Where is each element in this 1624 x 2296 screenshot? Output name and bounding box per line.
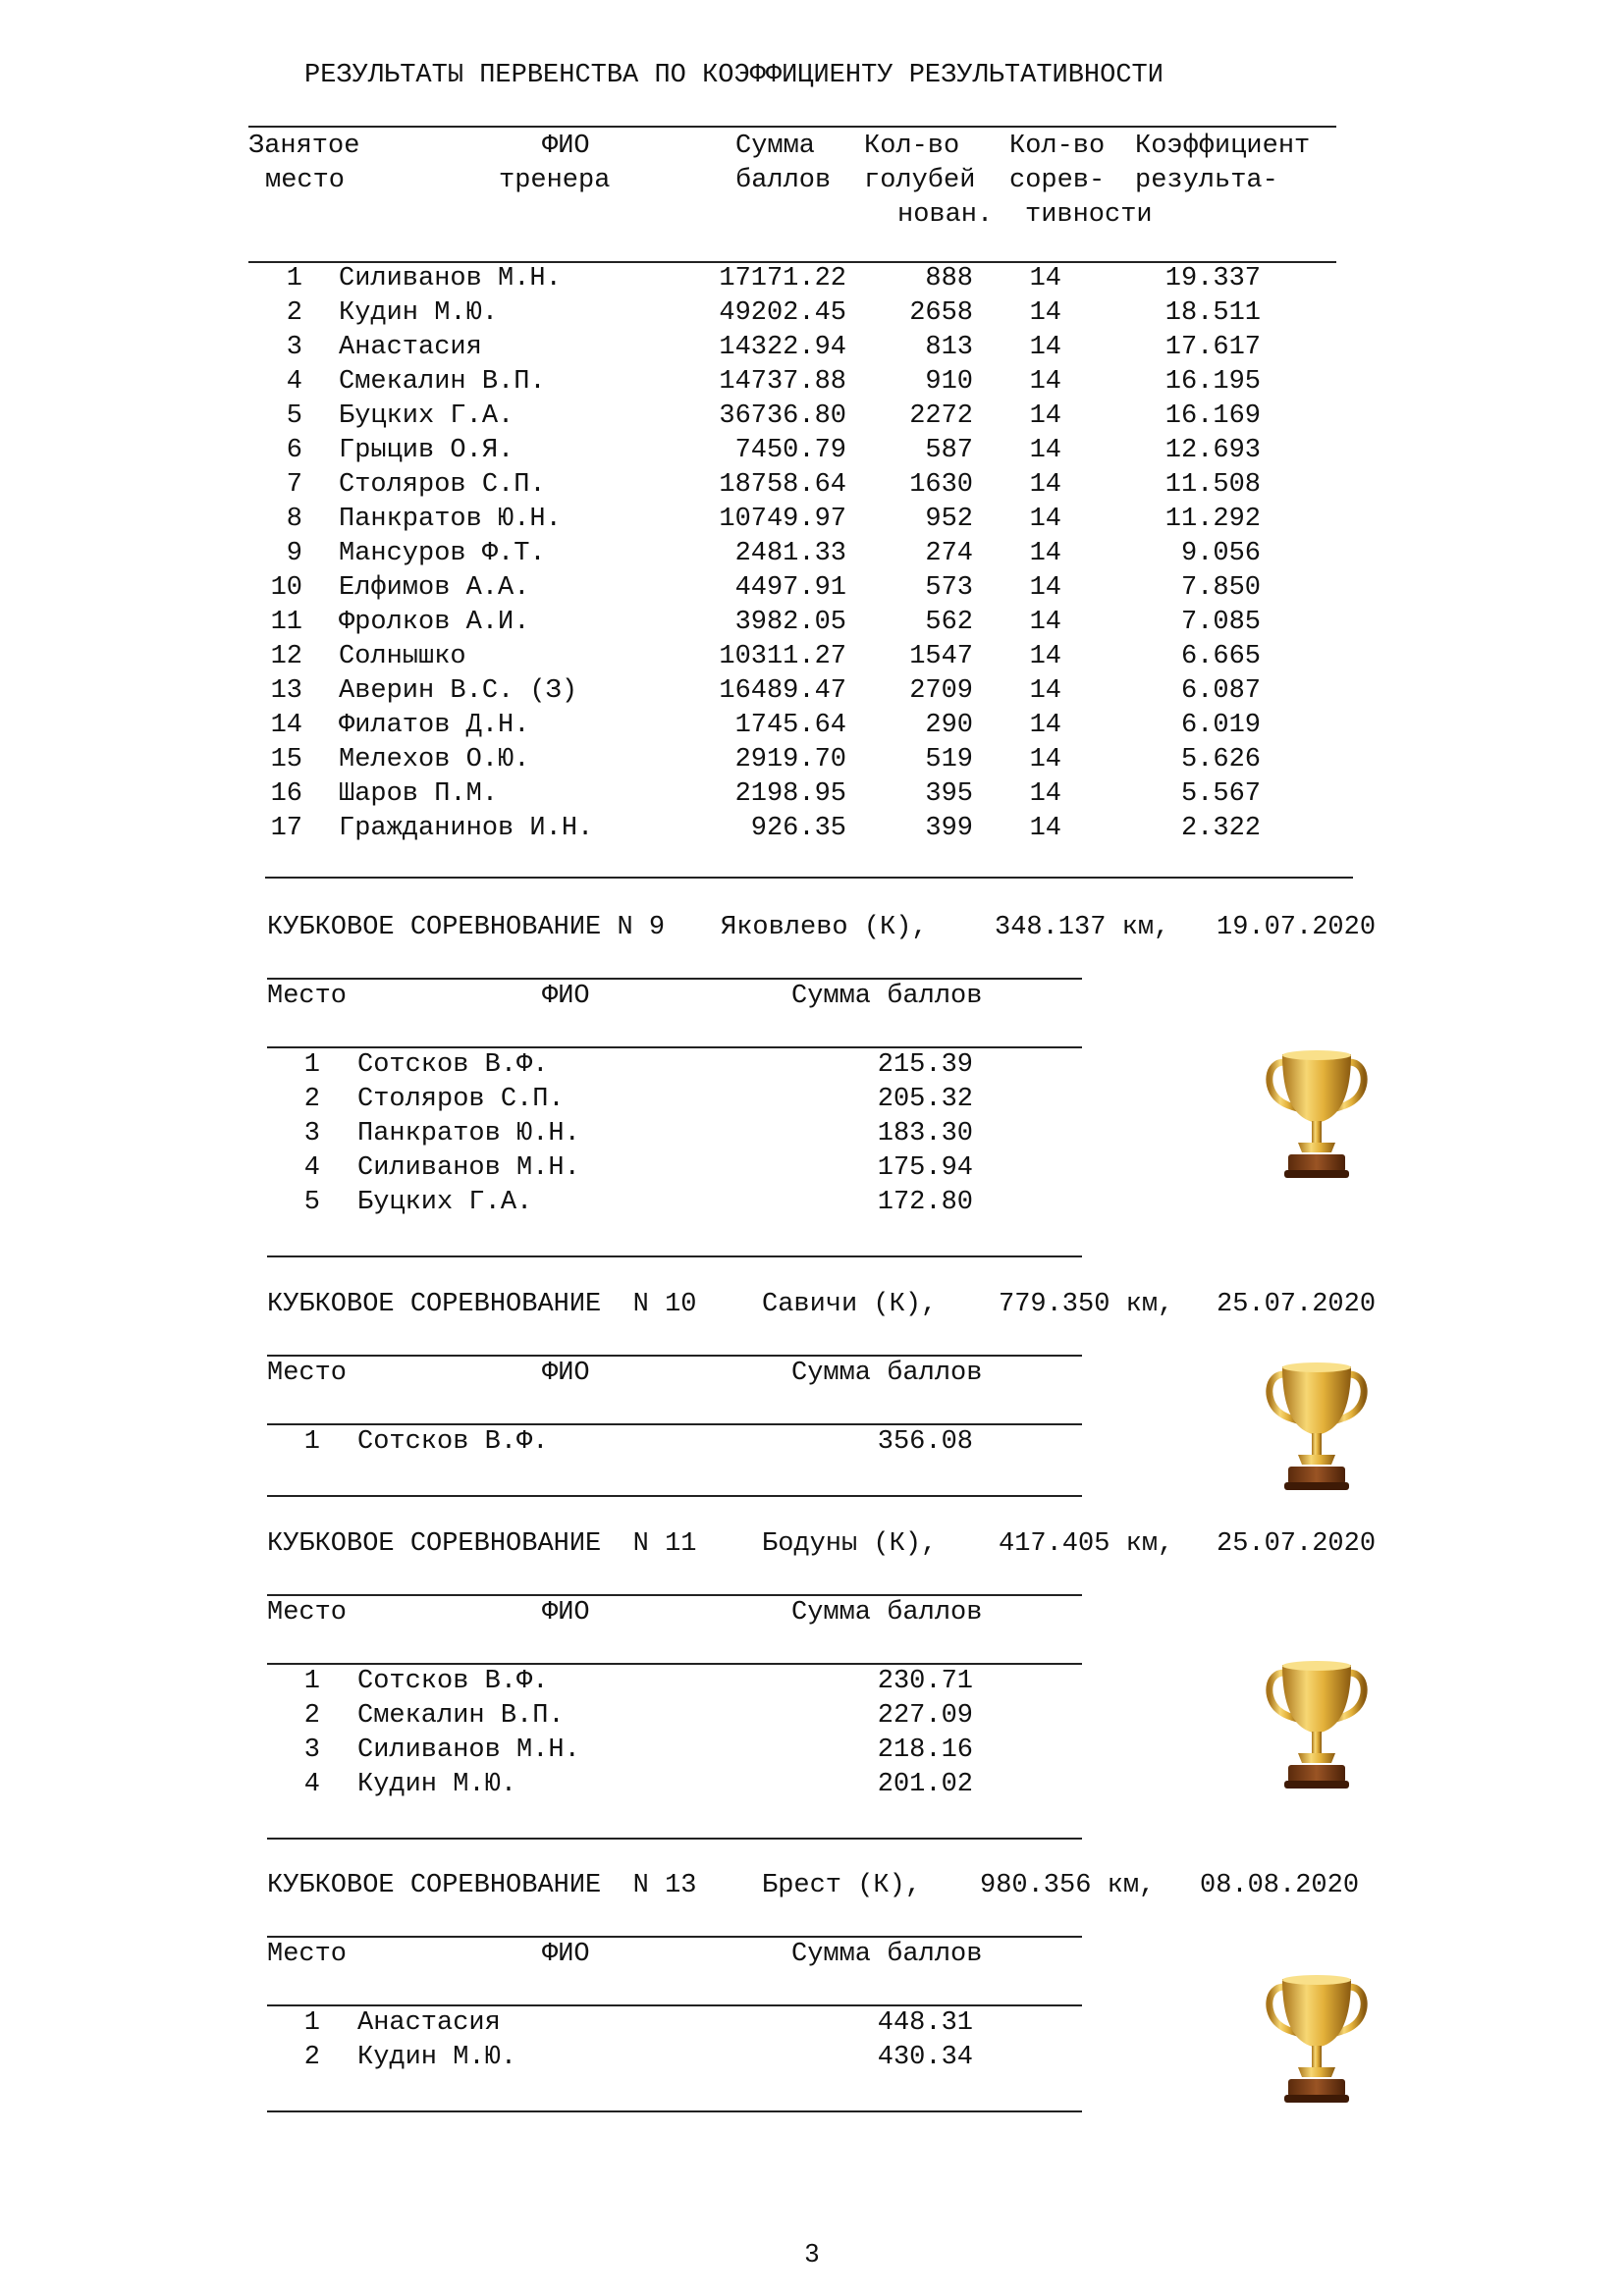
trophy-icon: [1263, 1659, 1371, 1792]
row-pigeons: 573: [925, 573, 973, 603]
row-sum: 926.35: [750, 814, 846, 843]
page-title: РЕЗУЛЬТАТЫ ПЕРВЕНСТВА ПО КОЭФФИЦИЕНТУ РЕЗУЛЬТАТИВНОСТИ: [304, 61, 1164, 90]
row-name: Кудин М.Ю.: [339, 298, 499, 328]
row-comps: 14: [1029, 779, 1061, 809]
cup-row-name: Сотсков В.Ф.: [357, 1667, 549, 1696]
row-place: 17: [270, 814, 302, 843]
cup-bottom-rule: [267, 2110, 1082, 2112]
trophy-icon: [1263, 1361, 1371, 1494]
cup-header-place: Место: [267, 982, 348, 1011]
header-coef-line2: результа-: [1135, 166, 1278, 195]
cup-row-name: Силиванов М.Н.: [357, 1153, 580, 1183]
cup-row: [0, 2006, 1624, 2041]
row-comps: 14: [1029, 333, 1061, 362]
table-row: [0, 365, 1624, 400]
cup-row-place: 2: [303, 1701, 320, 1731]
row-sum: 16489.47: [719, 676, 846, 706]
row-comps: 14: [1029, 608, 1061, 637]
row-comps: 14: [1029, 436, 1061, 465]
row-pigeons: 562: [925, 608, 973, 637]
row-place: 15: [270, 745, 302, 774]
row-pigeons: 888: [925, 264, 973, 294]
cup-header-place: Место: [267, 1940, 348, 1969]
row-place: 10: [270, 573, 302, 603]
row-sum: 10749.97: [719, 505, 846, 534]
row-coef: 7.850: [1180, 573, 1261, 603]
header-place-line2: место: [265, 166, 346, 195]
cup-location: Яковлево (К),: [721, 913, 928, 942]
table-row: [0, 296, 1624, 331]
table-bottom-rule: [265, 877, 1353, 879]
cup-row-sum: 175.94: [877, 1153, 973, 1183]
row-name: Грыцив О.Я.: [339, 436, 514, 465]
cup-location: Бодуны (К),: [762, 1529, 938, 1559]
cup-heading: КУБКОВОЕ СОРЕВНОВАНИЕ N 9: [267, 913, 666, 942]
row-pigeons: 1547: [909, 642, 973, 671]
row-comps: 14: [1029, 264, 1061, 294]
header-coef-line1: Коэффициент: [1135, 132, 1311, 161]
cup-row-place: 2: [303, 2043, 320, 2072]
row-sum: 49202.45: [719, 298, 846, 328]
row-pigeons: 274: [925, 539, 973, 568]
cup-date: 08.08.2020: [1200, 1871, 1360, 1900]
cup-row-place: 1: [303, 1667, 320, 1696]
row-name: Буцких Г.А.: [339, 401, 514, 431]
cup-row-name: Кудин М.Ю.: [357, 1770, 517, 1799]
row-coef: 5.626: [1180, 745, 1261, 774]
row-place: 2: [286, 298, 302, 328]
cup-row-place: 5: [303, 1188, 320, 1217]
header-place-line1: Занятое: [248, 132, 360, 161]
cup-bottom-rule: [267, 1255, 1082, 1257]
row-name: Анастасия: [339, 333, 482, 362]
row-name: Силиванов М.Н.: [339, 264, 562, 294]
header-pigeons-line1: Кол-во: [864, 132, 960, 161]
row-name: Фролков А.И.: [339, 608, 530, 637]
row-sum: 17171.22: [719, 264, 846, 294]
row-name: Елфимов А.А.: [339, 573, 530, 603]
row-pigeons: 910: [925, 367, 973, 397]
row-sum: 14737.88: [719, 367, 846, 397]
cup-distance: 980.356 км,: [980, 1871, 1156, 1900]
cup-row-name: Столяров С.П.: [357, 1085, 565, 1114]
row-sum: 36736.80: [719, 401, 846, 431]
row-sum: 4497.91: [734, 573, 846, 603]
row-name: Солнышко: [339, 642, 466, 671]
row-comps: 14: [1029, 505, 1061, 534]
cup-row-sum: 183.30: [877, 1119, 973, 1148]
row-coef: 9.056: [1180, 539, 1261, 568]
row-pigeons: 813: [925, 333, 973, 362]
cup-row-name: Панкратов Ю.Н.: [357, 1119, 580, 1148]
row-name: Филатов Д.Н.: [339, 711, 530, 740]
table-row: [0, 434, 1624, 468]
table-row: [0, 262, 1624, 296]
table-row: [0, 571, 1624, 606]
table-row: [0, 503, 1624, 537]
table-row: [0, 743, 1624, 777]
cup-row: [0, 1186, 1624, 1220]
cup-header-sum: Сумма баллов: [791, 982, 983, 1011]
row-coef: 11.508: [1164, 470, 1261, 500]
row-pigeons: 1630: [909, 470, 973, 500]
row-comps: 14: [1029, 539, 1061, 568]
cup-header-name: ФИО: [542, 1359, 590, 1388]
cup-row-place: 4: [303, 1153, 320, 1183]
cup-header-sum: Сумма баллов: [791, 1598, 983, 1628]
row-coef: 6.087: [1180, 676, 1261, 706]
cup-row: [0, 1734, 1624, 1768]
row-sum: 2481.33: [734, 539, 846, 568]
header-name-line2: тренера: [499, 166, 611, 195]
cup-bottom-rule: [267, 1838, 1082, 1840]
row-pigeons: 587: [925, 436, 973, 465]
trophy-icon: [1263, 1973, 1371, 2107]
header-comps-line2: сорев-: [1009, 166, 1106, 195]
row-name: Аверин В.С. (З): [339, 676, 578, 706]
cup-row-sum: 218.16: [877, 1735, 973, 1765]
row-name: Панкратов Ю.Н.: [339, 505, 562, 534]
row-sum: 1745.64: [734, 711, 846, 740]
row-sum: 10311.27: [719, 642, 846, 671]
cup-row: [0, 1768, 1624, 1802]
cup-distance: 779.350 км,: [999, 1290, 1174, 1319]
row-name: Мансуров Ф.Т.: [339, 539, 546, 568]
cup-header-place: Место: [267, 1598, 348, 1628]
cup-row-name: Кудин М.Ю.: [357, 2043, 517, 2072]
row-sum: 3982.05: [734, 608, 846, 637]
cup-row: [0, 1665, 1624, 1699]
row-comps: 14: [1029, 298, 1061, 328]
row-name: Смекалин В.П.: [339, 367, 546, 397]
row-pigeons: 952: [925, 505, 973, 534]
row-sum: 2919.70: [734, 745, 846, 774]
row-place: 9: [286, 539, 302, 568]
cup-location: Савичи (К),: [762, 1290, 938, 1319]
row-name: Мелехов О.Ю.: [339, 745, 530, 774]
cup-row-place: 3: [303, 1735, 320, 1765]
cup-row-sum: 430.34: [877, 2043, 973, 2072]
cup-row: [0, 1083, 1624, 1117]
row-name: Гражданинов И.Н.: [339, 814, 594, 843]
table-row: [0, 812, 1624, 846]
row-comps: 14: [1029, 745, 1061, 774]
cup-header-name: ФИО: [542, 1598, 590, 1628]
cup-row-place: 4: [303, 1770, 320, 1799]
cup-header-sum: Сумма баллов: [791, 1940, 983, 1969]
cup-location: Брест (К),: [762, 1871, 922, 1900]
cup-date: 25.07.2020: [1217, 1529, 1377, 1559]
row-comps: 14: [1029, 642, 1061, 671]
table-row: [0, 400, 1624, 434]
row-pigeons: 2272: [909, 401, 973, 431]
page-number: 3: [804, 2238, 820, 2268]
cup-row-sum: 230.71: [877, 1667, 973, 1696]
cup-heading: КУБКОВОЕ СОРЕВНОВАНИЕ N 11: [267, 1529, 697, 1559]
table-row: [0, 674, 1624, 709]
cup-row: [0, 1699, 1624, 1734]
header-comps-line1: Кол-во: [1009, 132, 1106, 161]
header-comps-line3: тивности: [1025, 200, 1153, 230]
row-name: Столяров С.П.: [339, 470, 546, 500]
row-place: 14: [270, 711, 302, 740]
header-pigeons-line3: нован.: [897, 200, 994, 230]
cup-row-sum: 356.08: [877, 1427, 973, 1457]
header-sum-line2: баллов: [735, 166, 832, 195]
row-comps: 14: [1029, 401, 1061, 431]
cup-header-name: ФИО: [542, 982, 590, 1011]
table-row: [0, 606, 1624, 640]
row-sum: 7450.79: [734, 436, 846, 465]
cup-row-name: Сотсков В.Ф.: [357, 1050, 549, 1080]
trophy-icon: [1263, 1048, 1371, 1182]
row-place: 12: [270, 642, 302, 671]
row-comps: 14: [1029, 814, 1061, 843]
cup-row: [0, 2041, 1624, 2075]
cup-row-sum: 172.80: [877, 1188, 973, 1217]
cup-header-place: Место: [267, 1359, 348, 1388]
row-coef: 2.322: [1180, 814, 1261, 843]
cup-row-place: 3: [303, 1119, 320, 1148]
row-place: 3: [286, 333, 302, 362]
row-coef: 19.337: [1164, 264, 1261, 294]
row-coef: 12.693: [1164, 436, 1261, 465]
cup-row-sum: 201.02: [877, 1770, 973, 1799]
cup-row: [0, 1151, 1624, 1186]
row-coef: 7.085: [1180, 608, 1261, 637]
cup-row-name: Смекалин В.П.: [357, 1701, 565, 1731]
row-coef: 5.567: [1180, 779, 1261, 809]
cup-distance: 348.137 км,: [995, 913, 1170, 942]
table-row: [0, 640, 1624, 674]
row-pigeons: 2709: [909, 676, 973, 706]
row-sum: 18758.64: [719, 470, 846, 500]
cup-row-name: Сотсков В.Ф.: [357, 1427, 549, 1457]
row-comps: 14: [1029, 367, 1061, 397]
row-place: 8: [286, 505, 302, 534]
table-row: [0, 777, 1624, 812]
header-pigeons-line2: голубей: [864, 166, 976, 195]
row-pigeons: 2658: [909, 298, 973, 328]
cup-row: [0, 1117, 1624, 1151]
row-coef: 16.169: [1164, 401, 1261, 431]
cup-row-place: 1: [303, 1427, 320, 1457]
row-coef: 18.511: [1164, 298, 1261, 328]
row-pigeons: 519: [925, 745, 973, 774]
cup-date: 19.07.2020: [1217, 913, 1377, 942]
table-row: [0, 709, 1624, 743]
row-place: 4: [286, 367, 302, 397]
row-place: 5: [286, 401, 302, 431]
cup-row-name: Анастасия: [357, 2008, 501, 2038]
row-coef: 6.665: [1180, 642, 1261, 671]
header-name-line1: ФИО: [542, 132, 590, 161]
row-pigeons: 399: [925, 814, 973, 843]
cup-row-sum: 205.32: [877, 1085, 973, 1114]
cup-row-name: Буцких Г.А.: [357, 1188, 533, 1217]
cup-row-place: 1: [303, 1050, 320, 1080]
cup-row-sum: 227.09: [877, 1701, 973, 1731]
cup-header-sum: Сумма баллов: [791, 1359, 983, 1388]
cup-heading: КУБКОВОЕ СОРЕВНОВАНИЕ N 13: [267, 1871, 697, 1900]
cup-row-place: 2: [303, 1085, 320, 1114]
cup-row: [0, 1048, 1624, 1083]
row-coef: 17.617: [1164, 333, 1261, 362]
row-place: 11: [270, 608, 302, 637]
cup-distance: 417.405 км,: [999, 1529, 1174, 1559]
cup-row-place: 1: [303, 2008, 320, 2038]
header-sum-line1: Сумма: [735, 132, 816, 161]
row-comps: 14: [1029, 470, 1061, 500]
row-name: Шаров П.М.: [339, 779, 499, 809]
table-row: [0, 537, 1624, 571]
cup-heading: КУБКОВОЕ СОРЕВНОВАНИЕ N 10: [267, 1290, 697, 1319]
row-coef: 16.195: [1164, 367, 1261, 397]
table-row: [0, 468, 1624, 503]
row-pigeons: 395: [925, 779, 973, 809]
row-comps: 14: [1029, 676, 1061, 706]
row-place: 16: [270, 779, 302, 809]
row-coef: 6.019: [1180, 711, 1261, 740]
cup-header-name: ФИО: [542, 1940, 590, 1969]
row-sum: 2198.95: [734, 779, 846, 809]
row-coef: 11.292: [1164, 505, 1261, 534]
row-comps: 14: [1029, 573, 1061, 603]
row-place: 13: [270, 676, 302, 706]
cup-row-sum: 448.31: [877, 2008, 973, 2038]
cup-bottom-rule: [267, 1495, 1082, 1497]
cup-row: [0, 1425, 1624, 1460]
row-place: 7: [286, 470, 302, 500]
cup-row-sum: 215.39: [877, 1050, 973, 1080]
row-place: 6: [286, 436, 302, 465]
row-sum: 14322.94: [719, 333, 846, 362]
row-comps: 14: [1029, 711, 1061, 740]
row-place: 1: [286, 264, 302, 294]
table-row: [0, 331, 1624, 365]
cup-row-name: Силиванов М.Н.: [357, 1735, 580, 1765]
row-pigeons: 290: [925, 711, 973, 740]
cup-date: 25.07.2020: [1217, 1290, 1377, 1319]
table-top-rule: [248, 126, 1336, 128]
